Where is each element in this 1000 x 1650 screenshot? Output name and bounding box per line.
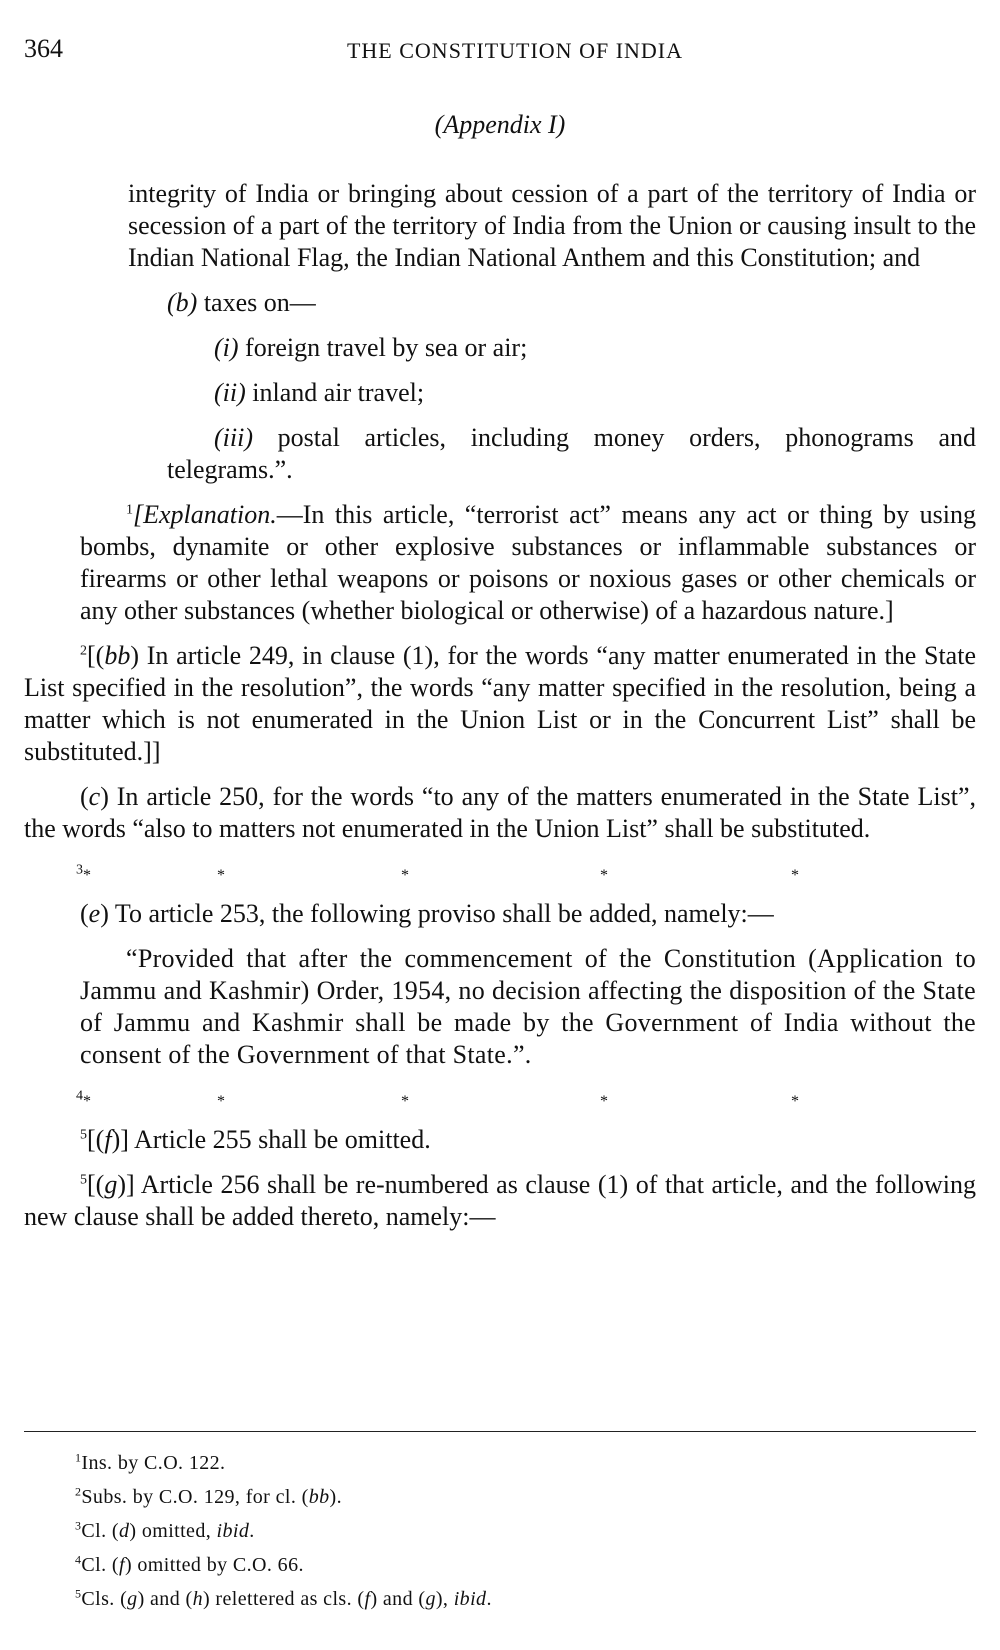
appendix-label: (Appendix I) xyxy=(434,110,566,139)
omission-marker xyxy=(76,1086,91,1118)
footnote-italic: g xyxy=(127,1588,138,1610)
clause-bb-open: [( xyxy=(87,641,105,670)
clause-g-text: )] Article 256 shall be re-numbered as clause (1) of that article, and the following new clause shall be added thereto, namely:— xyxy=(24,1170,976,1231)
footnote-text: ). xyxy=(329,1486,342,1508)
clause-bb-text: ) In article 249, in clause (1), for the words “any matter enumerated in the State List specified in the resolution”, the words “any matter specified in the resolution, being a matter which is not enumerated in the Union List or in the Concurrent List” shall be substituted.]] xyxy=(24,641,976,766)
sub-item-iii-text: postal articles, including money orders, phonograms and telegrams.”. xyxy=(167,423,976,484)
clause-g-open: [( xyxy=(87,1170,105,1199)
footnote-ref: 2 xyxy=(80,643,87,659)
footnote-text: ), xyxy=(435,1588,454,1610)
clause-f-text: )] Article 255 shall be omitted. xyxy=(111,1125,431,1154)
footnote-text: ) omitted by C.O. 66. xyxy=(124,1554,304,1576)
omission-star: * xyxy=(401,867,409,884)
footnote xyxy=(75,1480,975,1514)
clause-e-open: ( xyxy=(80,899,89,928)
footnote-text: ) and ( xyxy=(370,1588,426,1610)
footnote-italic: ibid xyxy=(216,1520,250,1542)
running-title: THE CONSTITUTION OF INDIA xyxy=(346,38,684,63)
omission-row xyxy=(24,858,976,888)
footnote xyxy=(75,1514,975,1548)
footnote-text: ) omitted, xyxy=(129,1520,217,1542)
footnote-number: 5 xyxy=(75,1586,82,1601)
omission-star: * xyxy=(600,867,608,884)
footnote-ref: 4 xyxy=(76,1088,83,1104)
clause-f-open: [( xyxy=(87,1125,105,1154)
sub-item-i-label: (i) xyxy=(214,333,239,362)
omission-star: * xyxy=(791,1093,799,1110)
omission-star: * xyxy=(401,1093,409,1110)
footnote-italic: bb xyxy=(308,1486,330,1508)
footnote-text: Cls. ( xyxy=(81,1588,128,1610)
sub-item-iii xyxy=(167,422,976,486)
footnote-italic: d xyxy=(118,1520,130,1542)
omission-star: * xyxy=(217,867,225,884)
clause-g-paragraph xyxy=(24,1169,976,1233)
body-text xyxy=(24,178,976,1246)
continuation-paragraph: integrity of India or bringing about cession of a part of the territory of India or secession of a part of the territory of India from the Union or causing insult to the Indian National Flag, the Indian National Anthem and this Constitution; and xyxy=(128,179,976,272)
footnote-ref: 5 xyxy=(80,1127,87,1143)
footnote-ref: 3 xyxy=(76,862,83,878)
footnotes xyxy=(75,1446,975,1616)
sub-item-ii-text: inland air travel; xyxy=(245,378,425,407)
footnote-text: Ins. by C.O. 122. xyxy=(81,1452,226,1474)
footnote-text: . xyxy=(486,1588,492,1610)
omission-row xyxy=(24,1084,976,1114)
proviso-paragraph: “Provided that after the commencement of the Constitution (Application to Jammu and Kashmir) Order, 1954, no decision affecting the disposition of the State of Jammu and Kashmir shall be made by the Government of India without the consent of the Government of that State.”. xyxy=(80,944,976,1069)
footnote-ref: 5 xyxy=(80,1172,87,1188)
footnote-text: Subs. by C.O. 129, for cl. ( xyxy=(81,1486,309,1508)
clause-c-open: ( xyxy=(80,782,89,811)
clause-b xyxy=(167,287,976,319)
explanation-paragraph xyxy=(80,499,976,627)
omission-marker xyxy=(76,860,91,892)
page-header xyxy=(24,34,976,70)
clause-g-label: g xyxy=(104,1170,118,1199)
clause-b-text: taxes on— xyxy=(197,288,316,317)
clause-f-paragraph xyxy=(24,1124,976,1156)
clause-c-paragraph xyxy=(24,781,976,845)
sub-item-iii-label: (iii) xyxy=(214,423,253,452)
clause-bb-paragraph xyxy=(24,640,976,768)
footnote-text: ) and ( xyxy=(137,1588,193,1610)
footnote xyxy=(75,1582,975,1616)
sub-item-ii-label: (ii) xyxy=(214,378,246,407)
footnote-number: 1 xyxy=(75,1450,82,1465)
footnote-italic: g xyxy=(425,1588,436,1610)
footnote-number: 2 xyxy=(75,1484,82,1499)
omission-star: * xyxy=(83,867,91,884)
footnote-italic: h xyxy=(192,1588,203,1610)
sub-item-i-text: foreign travel by sea or air; xyxy=(238,333,528,362)
omission-star: * xyxy=(217,1093,225,1110)
page-number: 364 xyxy=(24,34,63,63)
footnote-number: 3 xyxy=(75,1518,82,1533)
clause-e-label: e xyxy=(88,899,101,928)
clause-bb-label: bb xyxy=(104,641,131,670)
footnote xyxy=(75,1548,975,1582)
footnote-italic: ibid xyxy=(453,1588,487,1610)
footnote xyxy=(75,1446,975,1480)
clause-c-text: ) In article 250, for the words “to any of the matters enumerated in the State List”, the words “also to matters not enumerated in the Union List” shall be substituted. xyxy=(24,782,976,843)
footnote-text: Cl. ( xyxy=(81,1554,119,1576)
footnote-italic: f xyxy=(118,1554,125,1576)
clause-e-text: ) To article 253, the following proviso shall be added, namely:— xyxy=(100,899,774,928)
omission-star: * xyxy=(600,1093,608,1110)
footnote-text: ) relettered as cls. ( xyxy=(202,1588,365,1610)
explanation-text: —In this article, “terrorist act” means any act or thing by using bombs, dynamite or other explosive substances or inflammable substances or firearms or other lethal weapons or poisons or noxious gases or other chemicals or any other substances (whether biological or otherwise) of a hazardous nature.] xyxy=(80,500,976,625)
clause-c-label: c xyxy=(88,782,101,811)
explanation-heading: [Explanation. xyxy=(133,500,277,529)
footnote-divider xyxy=(24,1431,976,1432)
footnote-italic: f xyxy=(364,1588,371,1610)
omission-star: * xyxy=(83,1093,91,1110)
footnote-number: 4 xyxy=(75,1552,82,1567)
footnote-ref: 1 xyxy=(126,502,133,518)
omission-star: * xyxy=(791,867,799,884)
footnote-text: Cl. ( xyxy=(81,1520,119,1542)
footnote-text: . xyxy=(249,1520,255,1542)
sub-item-i xyxy=(214,332,976,364)
sub-item-ii xyxy=(214,377,976,409)
clause-f-label: f xyxy=(104,1125,112,1154)
clause-b-label: (b) xyxy=(167,288,198,317)
clause-e-paragraph xyxy=(24,898,976,930)
